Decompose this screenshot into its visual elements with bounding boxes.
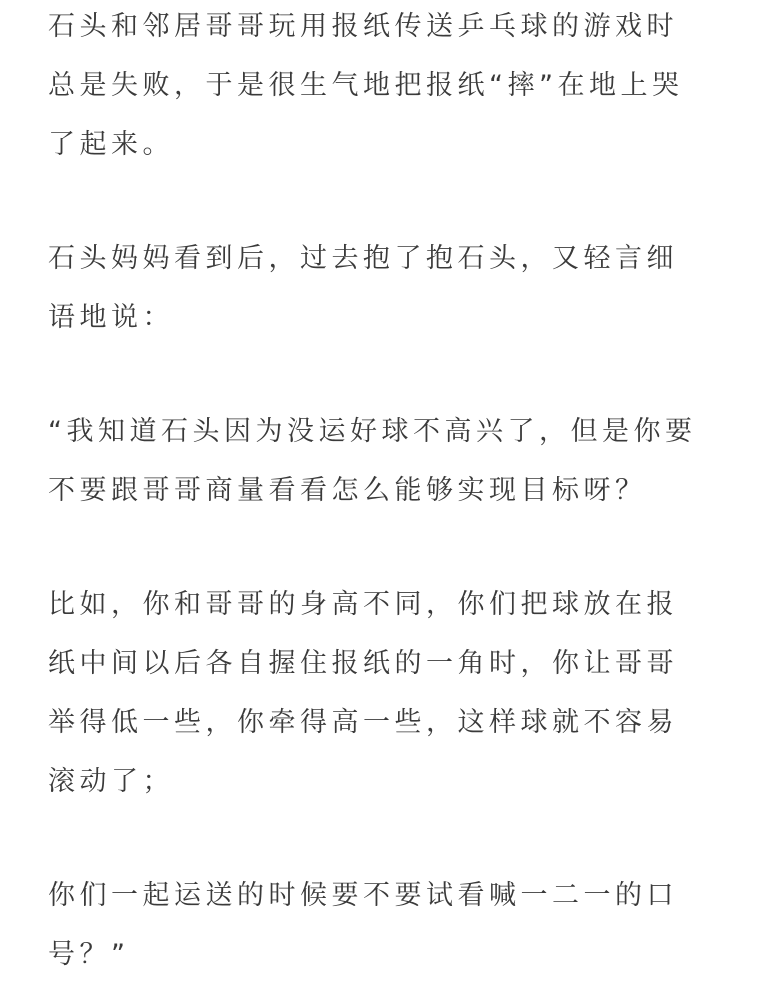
paragraph-gap [48,520,732,575]
text-line: 石头和邻居哥哥玩用报纸传送乒乓球的游戏时 [48,11,678,42]
paragraph-gap [48,347,732,402]
article-body [48,0,732,984]
text-line: 号？” [48,939,130,970]
paragraph [48,402,732,520]
paragraph [48,866,732,984]
text-line: 滚动了； [48,766,174,797]
text-line: 不要跟哥哥商量看看怎么能够实现目标呀？ [48,475,647,506]
paragraph-gap [48,174,732,229]
text-line: 你们一起运送的时候要不要试看喊一二一的口 [48,880,678,911]
text-line: 纸中间以后各自握住报纸的一角时，你让哥哥 [48,648,678,679]
paragraph [48,229,732,347]
paragraph-gap [48,811,732,866]
text-line: 语地说： [48,302,174,333]
text-line: 了起来。 [48,129,174,160]
text-line: 比如，你和哥哥的身高不同，你们把球放在报 [48,589,678,620]
text-line: 举得低一些，你牵得高一些，这样球就不容易 [48,707,678,738]
text-line: 石头妈妈看到后，过去抱了抱石头，又轻言细 [48,243,678,274]
text-line: “我知道石头因为没运好球不高兴了，但是你要 [48,416,697,447]
paragraph [48,575,732,811]
paragraph [48,0,732,174]
text-line: 总是失败，于是很生气地把报纸“摔”在地上哭 [48,70,684,101]
